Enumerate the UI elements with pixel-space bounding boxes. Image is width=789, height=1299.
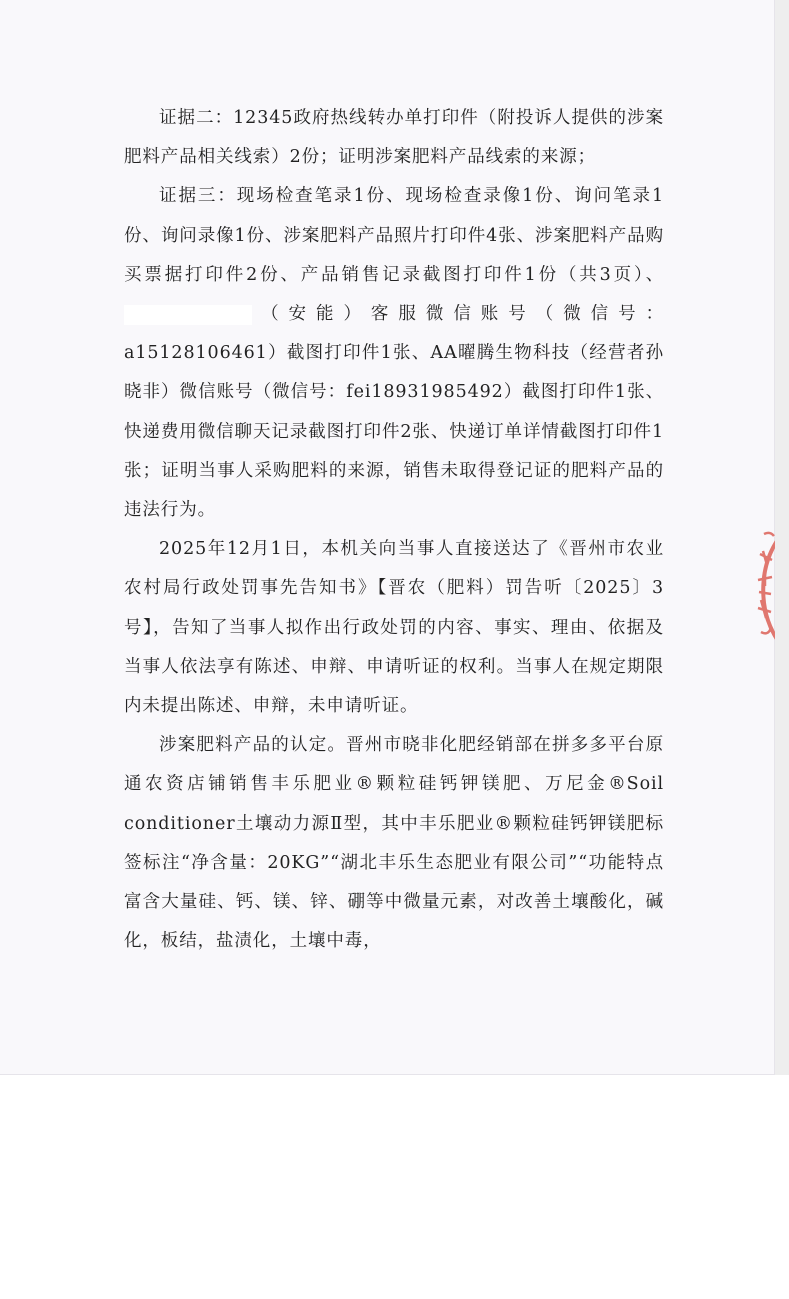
seal-stroke-5 — [761, 628, 771, 633]
paragraph-evidence-3 — [124, 177, 664, 530]
scan-edge-strip — [775, 0, 789, 1075]
body-text — [124, 99, 664, 961]
evidence-3-text-before: 证据三：现场检查笔录1份、现场检查录像1份、询问笔录1份、询问录像1份、涉案肥料产品照片打印件4张、涉案肥料产品购买票据打印件2份、产品销售记录截图打印件1份（共3页）、 — [124, 186, 664, 285]
seal-stroke-1 — [764, 533, 774, 536]
evidence-3-text-after: （安能）客服微信账号（微信号：a15128106461）截图打印件1张、AA曜腾生物科技（经营者孙晓非）微信账号（微信号：fei18931985492）截图打印件1张、快递费用微信聊天记录截图打印件2张、快递订单详情截图打印件1张；证明当事人采购肥料的来源，销售未取得登记证的肥料产品的违法行为。 — [124, 304, 664, 521]
redaction-box — [124, 305, 252, 325]
paragraph-notice: 2025年12月1日，本机关向当事人直接送达了《晋州市农业农村局行政处罚事先告知书》【晋农（肥料）罚告听〔2025〕3号】，告知了当事人拟作出行政处罚的内容、事实、理由、依据及当事人依法享有陈述、申辩、申请听证的权利。当事人在规定期限内未提出陈述、申辩，未申请听证。 — [124, 539, 664, 717]
paragraph-evidence-2: 证据二：12345政府热线转办单打印件（附投诉人提供的涉案肥料产品相关线索）2份；证明涉案肥料产品线索的来源； — [124, 108, 664, 168]
paragraph-product-identification: 涉案肥料产品的认定。晋州市晓非化肥经销部在拼多多平台原通农资店铺销售丰乐肥业®颗粒硅钙钾镁肥、万尼金®Soil conditioner土壤动力源Ⅱ型，其中丰乐肥业®颗粒硅钙钾镁肥标签标注“净含量：20KG”“湖北丰乐生态肥业有限公司”“功能特点 富含大量硅、钙、镁、锌、硼等中微量元素，对改善土壤酸化，碱化，板结，盐渍化，土壤中毒， — [124, 735, 664, 952]
